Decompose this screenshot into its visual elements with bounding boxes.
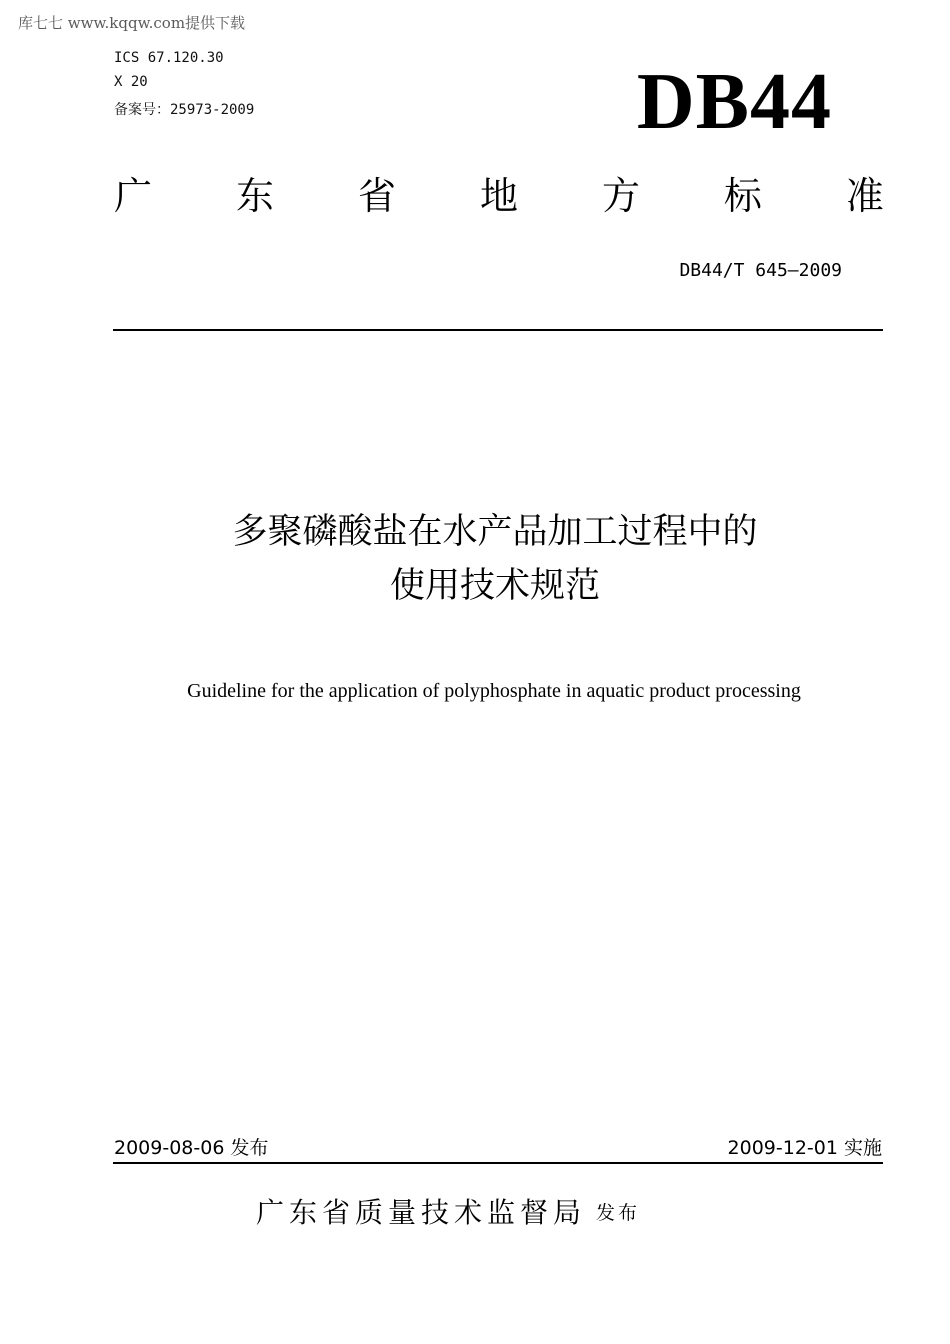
record-number-value: 25973-2009 [170, 102, 255, 118]
db44-logo: DB44 [636, 58, 832, 146]
record-number [114, 99, 254, 119]
standard-type-title [114, 173, 884, 219]
implementation-date [728, 1133, 882, 1160]
ics-code: ICS 67.120.30 [114, 50, 224, 66]
standard-type-char: 方 [601, 174, 640, 218]
implementation-date-value: 2009-12-01 [727, 1137, 838, 1159]
standard-type-char: 地 [479, 174, 518, 218]
standard-number: DB44/T 645—2009 [679, 260, 842, 281]
issuer-suffix: 发布 [596, 1202, 641, 1224]
english-title: Guideline for the application of polyphosphate in aquatic product processing [187, 680, 801, 702]
chinese-title-line-2: 使用技术规范 [389, 566, 600, 606]
issuer [256, 1191, 640, 1231]
standard-type-char: 广 [114, 174, 153, 218]
classification-code: X 20 [114, 74, 148, 90]
bottom-divider [113, 1162, 883, 1164]
release-label: 发布 [230, 1137, 269, 1159]
chinese-title-line-1: 多聚磷酸盐在水产品加工过程中的 [232, 512, 758, 552]
standard-type-char: 省 [357, 174, 396, 218]
standard-type-char: 东 [235, 174, 274, 218]
release-date-value: 2009-08-06 [114, 1137, 225, 1159]
implementation-label: 实施 [843, 1137, 882, 1159]
standard-type-char: 标 [723, 174, 762, 218]
watermark-text: 库七七 www.kqqw.com提供下载 [18, 14, 246, 32]
standard-type-char: 准 [845, 174, 884, 218]
top-divider [113, 329, 883, 331]
issuer-name: 广东省质量技术监督局 [256, 1196, 587, 1229]
record-label: 备案号： [114, 102, 170, 118]
release-date [114, 1133, 268, 1160]
